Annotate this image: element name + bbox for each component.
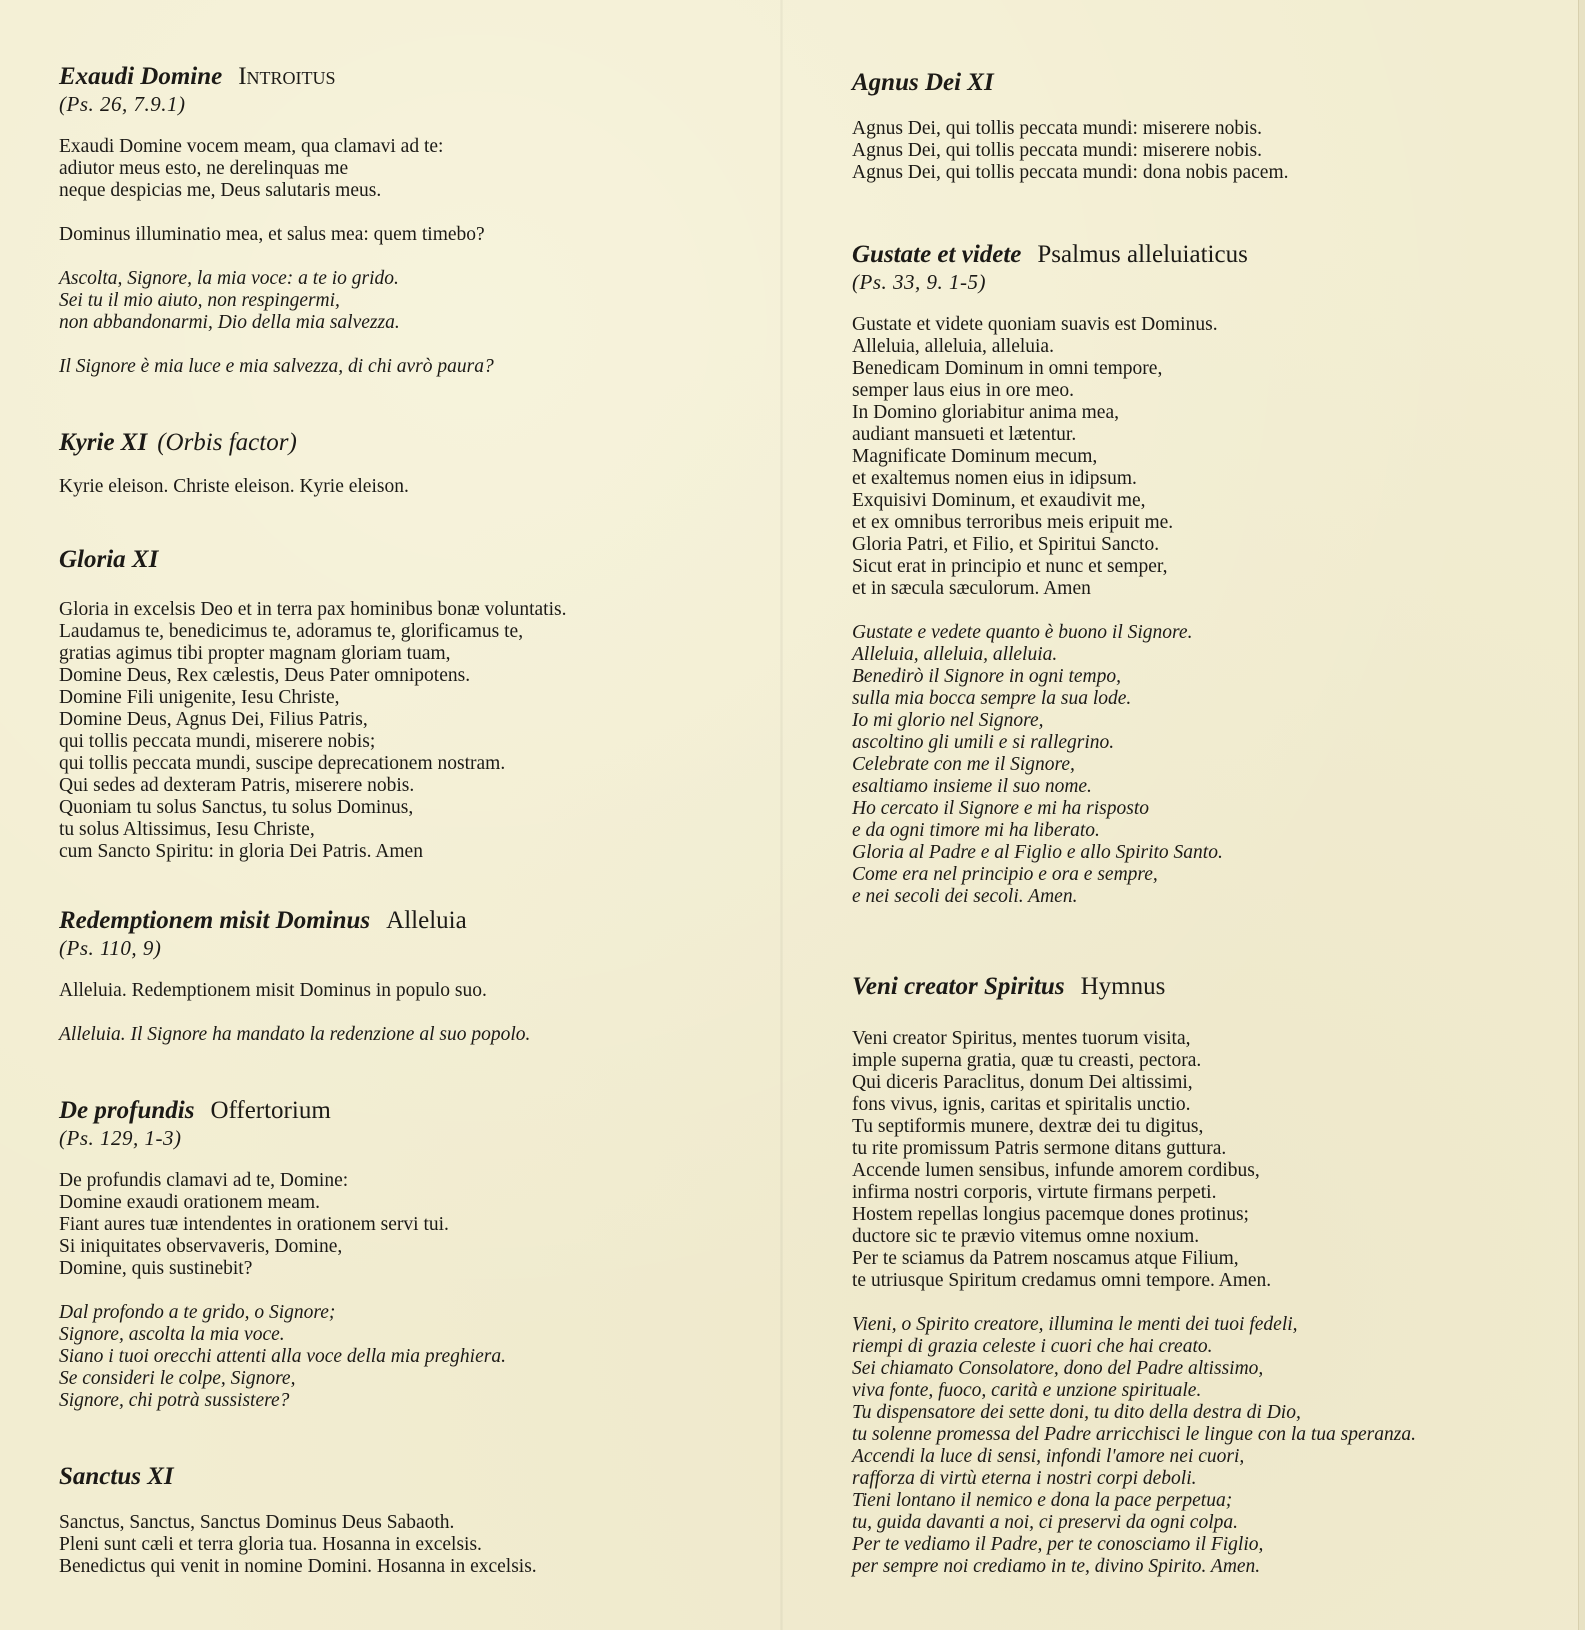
text-line: Agnus Dei, qui tollis peccata mundi: miserere nobis.: [852, 140, 1262, 161]
text-line: Domine exaudi orationem meam.: [59, 1192, 321, 1213]
text-line: Domine, quis sustinebit?: [59, 1258, 253, 1279]
introitus-italian-1: [59, 268, 759, 334]
text-line: et exaltemus nomen eius in idipsum.: [852, 468, 1137, 489]
offertorium-subtitle: Offertorium: [210, 1097, 331, 1124]
sanctus-heading: [59, 1462, 759, 1492]
text-line: e da ogni timore mi ha liberato.: [852, 820, 1100, 841]
text-line: Sei chiamato Consolatore, dono del Padre altissimo,: [852, 1358, 1264, 1379]
section-introitus: [59, 62, 759, 378]
text-line: tu solus Altissimus, Iesu Christe,: [59, 819, 315, 840]
text-line: Domine Deus, Agnus Dei, Filius Patris,: [59, 709, 368, 730]
text-line: Tu septiformis munere, dextræ dei tu digitus,: [852, 1116, 1204, 1137]
text-line: Alleluia, alleluia, alleluia.: [852, 644, 1058, 665]
text-line: audiant mansueti et lætentur.: [852, 424, 1077, 445]
text-line: neque despicias me, Deus salutaris meus.: [59, 180, 382, 201]
sanctus-title: Sanctus XI: [59, 1463, 174, 1490]
text-line: Magnificate Dominum mecum,: [852, 446, 1098, 467]
text-line: adiutor meus esto, ne derelinquas me: [59, 158, 349, 179]
text-line: Ascolta, Signore, la mia voce: a te io grido.: [59, 268, 399, 289]
text-line: Gloria in excelsis Deo et in terra pax hominibus bonæ voluntatis.: [59, 599, 567, 620]
text-line: tu, guida davanti a noi, ci preservi da ogni colpa.: [852, 1512, 1238, 1533]
text-line: Exaudi Domine vocem meam, qua clamavi ad te:: [59, 136, 444, 157]
text-line: Alleluia. Il Signore ha mandato la redenzione al suo popolo.: [59, 1024, 531, 1045]
hymnus-heading: [852, 972, 1552, 1002]
psalmus-heading: [852, 240, 1552, 270]
text-line: Veni creator Spiritus, mentes tuorum visita,: [852, 1028, 1191, 1049]
text-line: gratias agimus tibi propter magnam gloriam tuam,: [59, 643, 451, 664]
text-line: Agnus Dei, qui tollis peccata mundi: dona nobis pacem.: [852, 162, 1289, 183]
section-offertorium: [59, 1096, 759, 1412]
text-line: In Domino gloriabitur anima mea,: [852, 402, 1119, 423]
text-line: Benedirò il Signore in ogni tempo,: [852, 666, 1121, 687]
text-line: Gloria Patri, et Filio, et Spiritui Sancto.: [852, 534, 1160, 555]
psalmus-ref: (Ps. 33, 9. 1-5): [852, 270, 986, 294]
text-line: qui tollis peccata mundi, suscipe deprecationem nostram.: [59, 753, 506, 774]
text-line: per sempre noi crediamo in te, divino Spirito. Amen.: [852, 1556, 1261, 1577]
text-line: Dominus illuminatio mea, et salus mea: quem timebo?: [59, 224, 485, 245]
text-line: Come era nel principio e ora e sempre,: [852, 864, 1158, 885]
text-line: Dal profondo a te grido, o Signore;: [59, 1302, 336, 1323]
introitus-latin-2: [59, 224, 759, 246]
text-line: Accendi la luce di sensi, infondi l'amore nei cuori,: [852, 1446, 1245, 1467]
section-kyrie: [59, 428, 759, 498]
introitus-title: Exaudi Domine: [59, 63, 223, 90]
alleluia-title: Redemptionem misit Dominus: [59, 907, 371, 934]
text-line: Signore, chi potrà sussistere?: [59, 1390, 290, 1411]
section-hymnus: [852, 972, 1552, 1578]
text-line: Se consideri le colpe, Signore,: [59, 1368, 296, 1389]
text-line: te utriusque Spiritum credamus omni tempore. Amen.: [852, 1270, 1272, 1291]
introitus-ref: (Ps. 26, 7.9.1): [59, 92, 186, 116]
text-line: tu solenne promessa del Padre arricchisci le lingue con la tua speranza.: [852, 1424, 1416, 1445]
text-line: semper laus eius in ore meo.: [852, 380, 1075, 401]
text-line: Gustate e vedete quanto è buono il Signore.: [852, 622, 1193, 643]
offertorium-ref: (Ps. 129, 1-3): [59, 1126, 182, 1150]
text-line: fons vivus, ignis, caritas et spiritalis unctio.: [852, 1094, 1191, 1115]
gloria-text: [59, 599, 759, 863]
text-line: sulla mia bocca sempre la sua lode.: [852, 688, 1132, 709]
text-line: Sei tu il mio aiuto, non respingermi,: [59, 290, 340, 311]
text-line: De profundis clamavi ad te, Domine:: [59, 1170, 349, 1191]
text-line: Celebrate con me il Signore,: [852, 754, 1075, 775]
agnus-text: [852, 118, 1552, 184]
introitus-latin-1: [59, 136, 759, 202]
text-line: Quoniam tu solus Sanctus, tu solus Dominus,: [59, 797, 414, 818]
text-line: Benedicam Dominum in omni tempore,: [852, 358, 1163, 379]
kyrie-heading: [59, 428, 759, 458]
text-line: Hostem repellas longius pacemque dones protinus;: [852, 1204, 1249, 1225]
alleluia-latin: [59, 980, 759, 1002]
section-psalmus: [852, 240, 1552, 908]
text-line: cum Sancto Spiritu: in gloria Dei Patris. Amen: [59, 841, 423, 862]
psalmus-title: Gustate et videte: [852, 241, 1022, 268]
alleluia-heading: [59, 906, 759, 936]
kyrie-text: [59, 476, 759, 498]
psalmus-italian: [852, 622, 1552, 908]
text-line: Qui diceris Paraclitus, donum Dei altissimi,: [852, 1072, 1193, 1093]
text-line: Pleni sunt cæli et terra gloria tua. Hosanna in excelsis.: [59, 1534, 482, 1555]
offertorium-italian: [59, 1302, 759, 1412]
text-line: Sicut erat in principio et nunc et semper,: [852, 556, 1168, 577]
text-line: Tu dispensatore dei sette doni, tu dito della destra di Dio,: [852, 1402, 1301, 1423]
alleluia-subtitle: Alleluia: [386, 907, 467, 934]
hymnus-subtitle: Hymnus: [1080, 973, 1166, 1000]
text-line: Per te vediamo il Padre, per te conosciamo il Figlio,: [852, 1534, 1264, 1555]
alleluia-ref: (Ps. 110, 9): [59, 936, 162, 960]
agnus-heading: [852, 68, 1552, 98]
hymnus-title: Veni creator Spiritus: [852, 973, 1065, 1000]
text-line: infirma nostri corporis, virtute firmans perpeti.: [852, 1182, 1217, 1203]
text-line: Laudamus te, benedicimus te, adoramus te, glorificamus te,: [59, 621, 524, 642]
text-line: e nei secoli dei secoli. Amen.: [852, 886, 1078, 907]
hymnus-latin: [852, 1028, 1552, 1292]
text-line: Si iniquitates observaveris, Domine,: [59, 1236, 343, 1257]
text-line: Benedictus qui venit in nomine Domini. Hosanna in excelsis.: [59, 1556, 537, 1577]
text-line: Accende lumen sensibus, infunde amorem cordibus,: [852, 1160, 1260, 1181]
text-line: Signore, ascolta la mia voce.: [59, 1324, 285, 1345]
text-line: ductore sic te prævio vitemus omne noxium.: [852, 1226, 1200, 1247]
text-line: Domine Deus, Rex cælestis, Deus Pater omnipotens.: [59, 665, 471, 686]
text-line: Gustate et videte quoniam suavis est Dominus.: [852, 314, 1218, 335]
text-line: Per te sciamus da Patrem noscamus atque Filium,: [852, 1248, 1239, 1269]
psalmus-latin: [852, 314, 1552, 600]
section-sanctus: [59, 1462, 759, 1578]
text-line: Vieni, o Spirito creatore, illumina le menti dei tuoi fedeli,: [852, 1314, 1298, 1335]
text-line: viva fonte, fuoco, carità e unzione spirituale.: [852, 1380, 1202, 1401]
text-line: Sanctus, Sanctus, Sanctus Dominus Deus Sabaoth.: [59, 1512, 455, 1533]
text-line: Exquisivi Dominum, et exaudivit me,: [852, 490, 1146, 511]
kyrie-subtitle: (Orbis factor): [157, 429, 297, 456]
offertorium-heading: [59, 1096, 759, 1126]
text-line: imple superna gratia, quæ tu creasti, pectora.: [852, 1050, 1202, 1071]
text-line: Io mi glorio nel Signore,: [852, 710, 1044, 731]
paper-edge: [1578, 0, 1585, 1630]
introitus-italian-2: [59, 356, 759, 378]
text-line: rafforza di virtù eterna i nostri corpi deboli.: [852, 1468, 1197, 1489]
text-line: qui tollis peccata mundi, miserere nobis;: [59, 731, 376, 752]
text-line: Qui sedes ad dexteram Patris, miserere nobis.: [59, 775, 415, 796]
text-line: Ho cercato il Signore e mi ha risposto: [852, 798, 1149, 819]
text-line: tu rite promissum Patris sermone ditans guttura.: [852, 1138, 1227, 1159]
text-line: et ex omnibus terroribus meis eripuit me.: [852, 512, 1174, 533]
text-line: ascoltino gli umili e si rallegrino.: [852, 732, 1115, 753]
text-line: esaltiamo insieme il suo nome.: [852, 776, 1092, 797]
psalmus-subtitle: Psalmus alleluiaticus: [1037, 241, 1248, 268]
text-line: Siano i tuoi orecchi attenti alla voce della mia preghiera.: [59, 1346, 506, 1367]
introitus-subtitle: Introitus: [238, 63, 336, 90]
agnus-title: Agnus Dei XI: [852, 69, 994, 96]
text-line: Domine Fili unigenite, Iesu Christe,: [59, 687, 340, 708]
hymnus-italian: [852, 1314, 1552, 1578]
text-line: Gloria al Padre e al Figlio e allo Spirito Santo.: [852, 842, 1223, 863]
gloria-heading: [59, 545, 759, 575]
text-line: riempi di grazia celeste i cuori che hai creato.: [852, 1336, 1213, 1357]
section-agnus: [852, 68, 1552, 184]
offertorium-title: De profundis: [59, 1097, 195, 1124]
section-alleluia: [59, 906, 759, 1046]
alleluia-italian: [59, 1024, 759, 1046]
introitus-heading: [59, 62, 759, 92]
text-line: Il Signore è mia luce e mia salvezza, di chi avrò paura?: [59, 356, 494, 377]
offertorium-latin: [59, 1170, 759, 1280]
text-line: Tieni lontano il nemico e dona la pace perpetua;: [852, 1490, 1233, 1511]
text-line: Agnus Dei, qui tollis peccata mundi: miserere nobis.: [852, 118, 1262, 139]
text-line: Alleluia, alleluia, alleluia.: [852, 336, 1054, 357]
text-line: Kyrie eleison. Christe eleison. Kyrie eleison.: [59, 476, 409, 497]
gloria-title: Gloria XI: [59, 546, 159, 573]
text-line: et in sæcula sæculorum. Amen: [852, 578, 1091, 599]
text-line: Alleluia. Redemptionem misit Dominus in populo suo.: [59, 980, 487, 1001]
page-fold: [780, 0, 783, 1630]
kyrie-title: Kyrie XI: [59, 429, 148, 456]
section-gloria: [59, 545, 759, 863]
sanctus-text: [59, 1512, 759, 1578]
text-line: non abbandonarmi, Dio della mia salvezza.: [59, 312, 400, 333]
text-line: Fiant aures tuæ intendentes in orationem servi tui.: [59, 1214, 449, 1235]
